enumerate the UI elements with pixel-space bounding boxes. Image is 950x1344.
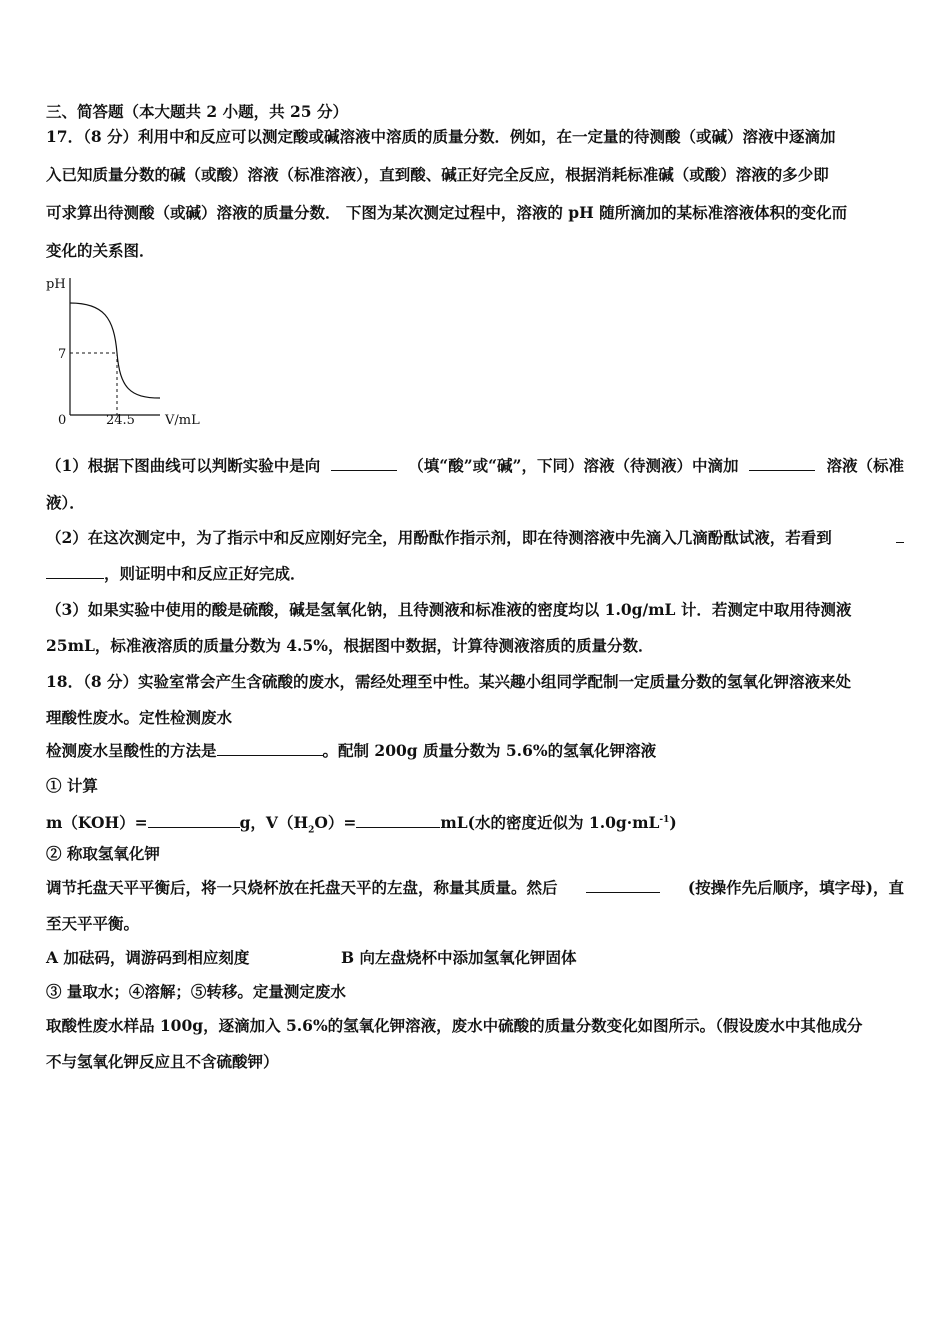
q17-part2-text-b: ，则证明中和反应正好完成．: [104, 564, 306, 583]
q17-part2-line-2: [46, 564, 904, 584]
q18-line3-text-a: 检测废水呈酸性的方法是: [46, 741, 217, 760]
q18-line3-text-b: 。配制 200g 质量分数为 5.6%的氢氧化钾溶液: [322, 741, 657, 760]
q17-part3-line-1: （3）如果实验中使用的酸是硫酸，碱是氢氧化钠，且待测液和标准液的密度均以 1.0g/mL 计．若测定中取用待测液: [46, 600, 852, 619]
q17-part1-text-b: （填“酸”或“碱”，下同）溶液（待测液）中滴加: [408, 456, 739, 475]
q18-mass-text-c: O）=: [314, 813, 357, 833]
y-axis-label: pH: [46, 277, 66, 292]
q17-part1-blank-1[interactable]: [331, 456, 397, 471]
ph-curve: [70, 303, 160, 398]
q18-mass-text-d: mL(水的密度近似为 1.0g·mL: [440, 813, 660, 833]
q18-text-line-1: 18．（8 分）实验室常会产生含硫酸的废水，需经处理至中性。某兴趣小组同学配制一定质量分数的氢氧化钾溶液来处: [46, 672, 852, 691]
x-tick-label: 24.5: [106, 413, 135, 428]
q17-part1-text-a: （1）根据下图曲线可以判断实验中是向: [46, 456, 321, 475]
q17-part2-text-a: （2）在这次测定中，为了指示中和反应刚好完全，用酚酞作指示剂，即在待测溶液中先滴入几滴酚酞试液，若看到: [46, 528, 832, 547]
q17-part3-line-2: 25mL，标准液溶质的质量分数为 4.5%，根据图中数据，计算待测液溶质的质量分数．: [46, 636, 654, 655]
q18-koh-mass-blank[interactable]: [148, 813, 240, 828]
q18-option-b: B 向左盘烧杯中添加氢氧化钾固体: [341, 948, 577, 967]
q18-order-blank[interactable]: [586, 878, 660, 893]
x-axis-label: V/mL: [165, 413, 200, 428]
q17-part2-blank-start[interactable]: [896, 528, 904, 543]
q18-final-line-1: 取酸性废水样品 100g，逐滴加入 5.6%的氢氧化钾溶液，废水中硫酸的质量分数变化如图所示。（假设废水中其他成分: [46, 1016, 863, 1035]
q18-weigh-line-1: [46, 878, 904, 898]
q17-text-line-2: 入已知质量分数的碱（或酸）溶液（标准溶液），直到酸、碱正好完全反应，根据消耗标准碱（或酸）溶液的多少即: [46, 165, 829, 184]
q18-weigh-text-a: 调节托盘天平平衡后，将一只烧杯放在托盘天平的左盘，称量其质量。然后: [46, 878, 558, 897]
q17-part1-line-1: [46, 456, 904, 476]
q18-option-a: A 加砝码，调游码到相应刻度: [46, 948, 250, 967]
q18-step-1: ① 计算: [46, 776, 98, 795]
q18-steps-3-5: ③ 量取水；④溶解；⑤转移。定量测定废水: [46, 982, 346, 1001]
q18-mass-subscript: 2: [308, 825, 315, 836]
q17-part1-text-c: 溶液（标准: [826, 456, 904, 475]
q18-mass-text-e: ): [669, 813, 677, 833]
q17-text-line-3: 可求算出待测酸（或碱）溶液的质量分数． 下图为某次测定过程中，溶液的 pH 随所滴加的某标准溶液体积的变化而: [46, 203, 848, 222]
q17-text-line-4: 变化的关系图．: [46, 241, 155, 260]
q18-mass-text-a: m（KOH）=: [46, 813, 148, 833]
q17-part1-blank-2[interactable]: [749, 456, 815, 471]
q17-part2-line-1: [46, 528, 904, 548]
q18-final-line-2: 不与氢氧化钾反应且不含硫酸钾）: [46, 1052, 279, 1071]
q18-options-line: [46, 948, 904, 968]
q17-text-line-1: 17．（8 分）利用中和反应可以测定酸或碱溶液中溶质的质量分数．例如，在一定量的待测酸（或碱）溶液中逐滴加: [46, 127, 836, 146]
q18-weigh-line-2: 至天平平衡。: [46, 914, 140, 933]
q17-part1-line-2: 液）．: [46, 493, 85, 512]
q18-water-volume-blank[interactable]: [356, 813, 440, 828]
y-tick-label: 7: [58, 347, 67, 362]
origin-label: 0: [58, 413, 67, 428]
ph-titration-graph: [42, 270, 222, 430]
q18-mass-volume-line: [46, 810, 904, 840]
section-heading: 三、简答题（本大题共 2 小题，共 25 分）: [46, 102, 348, 121]
q17-part2-blank[interactable]: [46, 564, 104, 579]
q18-acidity-method-blank[interactable]: [217, 741, 323, 756]
q18-weigh-text-b: (按操作先后顺序，填字母)，直: [687, 878, 904, 897]
q18-step-2: ② 称取氢氧化钾: [46, 844, 160, 863]
q18-mass-superscript: -1: [659, 815, 670, 825]
q18-text-line-2: 理酸性废水。定性检测废水: [46, 708, 233, 727]
q18-mass-text-b: g，V（H: [239, 813, 309, 833]
q18-text-line-3: [46, 741, 904, 761]
